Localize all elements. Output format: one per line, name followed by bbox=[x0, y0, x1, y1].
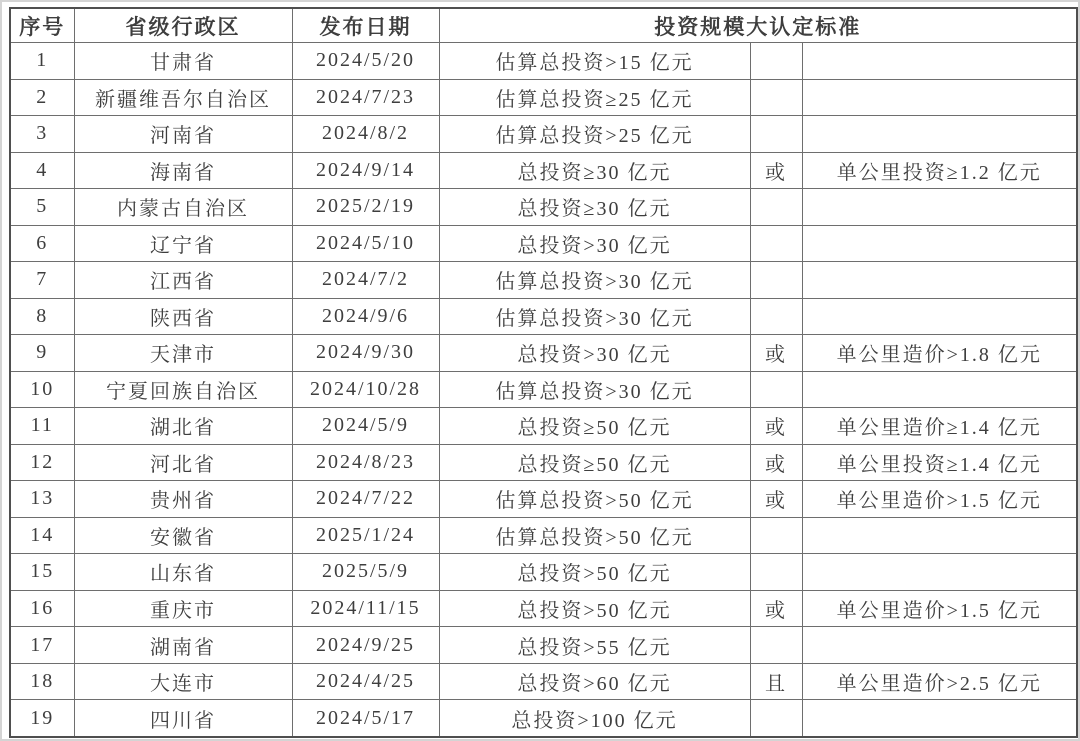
row-index-cell: 4 bbox=[10, 152, 74, 189]
row-index-cell: 17 bbox=[10, 627, 74, 664]
region-cell: 大连市 bbox=[74, 663, 292, 700]
criterion2-cell: 单公里造价>1.5 亿元 bbox=[802, 481, 1077, 518]
conjunction-cell bbox=[750, 700, 802, 737]
conjunction-cell: 或 bbox=[750, 408, 802, 445]
row-index-cell: 14 bbox=[10, 517, 74, 554]
conjunction-cell: 或 bbox=[750, 481, 802, 518]
publish-date-cell: 2024/9/25 bbox=[292, 627, 439, 664]
conjunction-cell bbox=[750, 298, 802, 335]
region-cell: 重庆市 bbox=[74, 590, 292, 627]
row-index-cell: 19 bbox=[10, 700, 74, 737]
table-row bbox=[10, 152, 1077, 189]
publish-date-cell: 2024/8/23 bbox=[292, 444, 439, 481]
region-cell: 天津市 bbox=[74, 335, 292, 372]
table-row bbox=[10, 408, 1077, 445]
publish-date-cell: 2024/5/20 bbox=[292, 43, 439, 80]
table-row bbox=[10, 116, 1077, 153]
investment-criteria-table bbox=[9, 7, 1078, 738]
conjunction-cell bbox=[750, 225, 802, 262]
criterion1-cell: 总投资≥30 亿元 bbox=[439, 152, 750, 189]
header-index: 序号 bbox=[10, 8, 74, 43]
criterion2-cell bbox=[802, 627, 1077, 664]
table-row bbox=[10, 335, 1077, 372]
region-cell: 江西省 bbox=[74, 262, 292, 299]
table-row bbox=[10, 225, 1077, 262]
table-row bbox=[10, 517, 1077, 554]
header-region: 省级行政区 bbox=[74, 8, 292, 43]
criterion2-cell bbox=[802, 225, 1077, 262]
region-cell: 内蒙古自治区 bbox=[74, 189, 292, 226]
criterion1-cell: 总投资>50 亿元 bbox=[439, 590, 750, 627]
conjunction-cell bbox=[750, 371, 802, 408]
conjunction-cell bbox=[750, 554, 802, 591]
header-row bbox=[10, 8, 1077, 43]
criterion2-cell bbox=[802, 262, 1077, 299]
publish-date-cell: 2024/9/30 bbox=[292, 335, 439, 372]
criterion2-cell: 单公里投资≥1.4 亿元 bbox=[802, 444, 1077, 481]
publish-date-cell: 2024/7/23 bbox=[292, 79, 439, 116]
publish-date-cell: 2024/7/2 bbox=[292, 262, 439, 299]
criterion2-cell bbox=[802, 43, 1077, 80]
row-index-cell: 15 bbox=[10, 554, 74, 591]
criterion1-cell: 总投资>30 亿元 bbox=[439, 335, 750, 372]
table-body bbox=[10, 43, 1077, 738]
publish-date-cell: 2025/2/19 bbox=[292, 189, 439, 226]
conjunction-cell bbox=[750, 189, 802, 226]
publish-date-cell: 2025/1/24 bbox=[292, 517, 439, 554]
publish-date-cell: 2025/5/9 bbox=[292, 554, 439, 591]
criterion1-cell: 总投资≥50 亿元 bbox=[439, 444, 750, 481]
region-cell: 贵州省 bbox=[74, 481, 292, 518]
header-criteria: 投资规模大认定标准 bbox=[439, 8, 1077, 43]
row-index-cell: 3 bbox=[10, 116, 74, 153]
table-row bbox=[10, 371, 1077, 408]
header-publish-date: 发布日期 bbox=[292, 8, 439, 43]
criterion2-cell bbox=[802, 517, 1077, 554]
conjunction-cell: 或 bbox=[750, 152, 802, 189]
criterion2-cell bbox=[802, 298, 1077, 335]
criterion1-cell: 估算总投资>50 亿元 bbox=[439, 517, 750, 554]
table-row bbox=[10, 590, 1077, 627]
publish-date-cell: 2024/4/25 bbox=[292, 663, 439, 700]
criterion2-cell: 单公里造价≥1.4 亿元 bbox=[802, 408, 1077, 445]
table-row bbox=[10, 43, 1077, 80]
conjunction-cell bbox=[750, 627, 802, 664]
criterion1-cell: 总投资>100 亿元 bbox=[439, 700, 750, 737]
table-row bbox=[10, 627, 1077, 664]
criterion1-cell: 总投资>50 亿元 bbox=[439, 554, 750, 591]
region-cell: 四川省 bbox=[74, 700, 292, 737]
row-index-cell: 6 bbox=[10, 225, 74, 262]
region-cell: 山东省 bbox=[74, 554, 292, 591]
publish-date-cell: 2024/5/9 bbox=[292, 408, 439, 445]
table-row bbox=[10, 262, 1077, 299]
criterion1-cell: 估算总投资>25 亿元 bbox=[439, 116, 750, 153]
region-cell: 宁夏回族自治区 bbox=[74, 371, 292, 408]
criterion2-cell: 单公里投资≥1.2 亿元 bbox=[802, 152, 1077, 189]
criterion1-cell: 总投资>55 亿元 bbox=[439, 627, 750, 664]
row-index-cell: 10 bbox=[10, 371, 74, 408]
criterion2-cell: 单公里造价>2.5 亿元 bbox=[802, 663, 1077, 700]
row-index-cell: 13 bbox=[10, 481, 74, 518]
region-cell: 甘肃省 bbox=[74, 43, 292, 80]
publish-date-cell: 2024/5/17 bbox=[292, 700, 439, 737]
criterion1-cell: 估算总投资>30 亿元 bbox=[439, 262, 750, 299]
publish-date-cell: 2024/8/2 bbox=[292, 116, 439, 153]
table-row bbox=[10, 444, 1077, 481]
region-cell: 海南省 bbox=[74, 152, 292, 189]
row-index-cell: 1 bbox=[10, 43, 74, 80]
publish-date-cell: 2024/9/14 bbox=[292, 152, 439, 189]
criterion2-cell bbox=[802, 116, 1077, 153]
criterion2-cell: 单公里造价>1.5 亿元 bbox=[802, 590, 1077, 627]
criterion1-cell: 总投资≥30 亿元 bbox=[439, 189, 750, 226]
conjunction-cell bbox=[750, 116, 802, 153]
row-index-cell: 5 bbox=[10, 189, 74, 226]
row-index-cell: 2 bbox=[10, 79, 74, 116]
table-header bbox=[10, 8, 1077, 43]
criterion1-cell: 估算总投资>30 亿元 bbox=[439, 371, 750, 408]
table-row bbox=[10, 189, 1077, 226]
criterion1-cell: 总投资>60 亿元 bbox=[439, 663, 750, 700]
region-cell: 新疆维吾尔自治区 bbox=[74, 79, 292, 116]
row-index-cell: 12 bbox=[10, 444, 74, 481]
table-row bbox=[10, 554, 1077, 591]
publish-date-cell: 2024/11/15 bbox=[292, 590, 439, 627]
region-cell: 辽宁省 bbox=[74, 225, 292, 262]
table-row bbox=[10, 298, 1077, 335]
conjunction-cell: 且 bbox=[750, 663, 802, 700]
publish-date-cell: 2024/7/22 bbox=[292, 481, 439, 518]
region-cell: 安徽省 bbox=[74, 517, 292, 554]
table-row bbox=[10, 700, 1077, 737]
criterion1-cell: 总投资>30 亿元 bbox=[439, 225, 750, 262]
row-index-cell: 9 bbox=[10, 335, 74, 372]
criterion1-cell: 总投资≥50 亿元 bbox=[439, 408, 750, 445]
row-index-cell: 16 bbox=[10, 590, 74, 627]
criterion2-cell bbox=[802, 371, 1077, 408]
row-index-cell: 7 bbox=[10, 262, 74, 299]
region-cell: 陕西省 bbox=[74, 298, 292, 335]
table-row bbox=[10, 481, 1077, 518]
conjunction-cell bbox=[750, 43, 802, 80]
criterion1-cell: 估算总投资>30 亿元 bbox=[439, 298, 750, 335]
table-row bbox=[10, 79, 1077, 116]
criterion1-cell: 估算总投资>50 亿元 bbox=[439, 481, 750, 518]
conjunction-cell: 或 bbox=[750, 590, 802, 627]
publish-date-cell: 2024/5/10 bbox=[292, 225, 439, 262]
conjunction-cell: 或 bbox=[750, 444, 802, 481]
criterion2-cell bbox=[802, 189, 1077, 226]
row-index-cell: 8 bbox=[10, 298, 74, 335]
publish-date-cell: 2024/10/28 bbox=[292, 371, 439, 408]
table-row bbox=[10, 663, 1077, 700]
row-index-cell: 11 bbox=[10, 408, 74, 445]
region-cell: 湖北省 bbox=[74, 408, 292, 445]
region-cell: 河北省 bbox=[74, 444, 292, 481]
conjunction-cell: 或 bbox=[750, 335, 802, 372]
criterion2-cell: 单公里造价>1.8 亿元 bbox=[802, 335, 1077, 372]
criterion1-cell: 估算总投资>15 亿元 bbox=[439, 43, 750, 80]
publish-date-cell: 2024/9/6 bbox=[292, 298, 439, 335]
criterion1-cell: 估算总投资≥25 亿元 bbox=[439, 79, 750, 116]
conjunction-cell bbox=[750, 262, 802, 299]
conjunction-cell bbox=[750, 517, 802, 554]
criterion2-cell bbox=[802, 79, 1077, 116]
criterion2-cell bbox=[802, 700, 1077, 737]
conjunction-cell bbox=[750, 79, 802, 116]
region-cell: 河南省 bbox=[74, 116, 292, 153]
criterion2-cell bbox=[802, 554, 1077, 591]
region-cell: 湖南省 bbox=[74, 627, 292, 664]
row-index-cell: 18 bbox=[10, 663, 74, 700]
